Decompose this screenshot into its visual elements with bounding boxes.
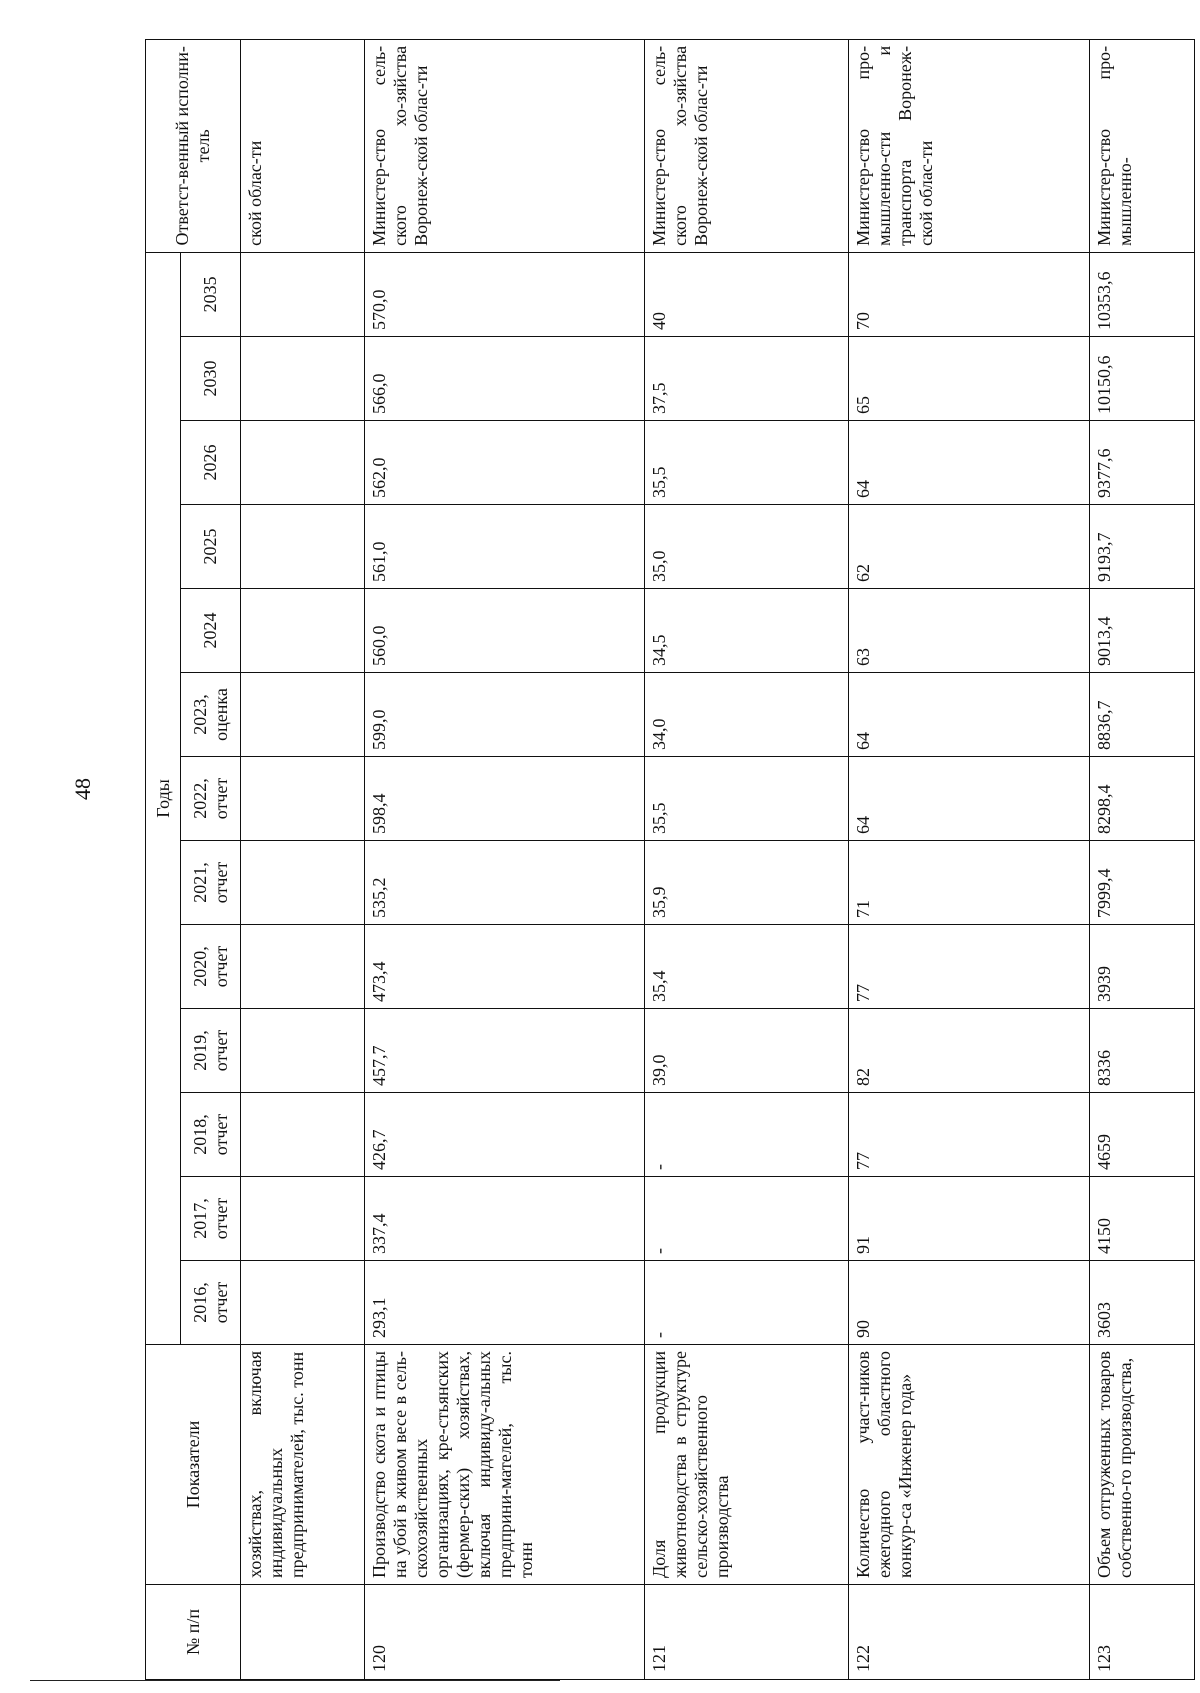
row-value bbox=[241, 421, 365, 505]
row-value: 599,0 bbox=[364, 673, 644, 757]
table-row bbox=[644, 39, 848, 1679]
row-value: 40 bbox=[644, 252, 848, 336]
table-row bbox=[364, 39, 644, 1679]
row-value: 82 bbox=[849, 1009, 1090, 1093]
row-value: 64 bbox=[849, 673, 1090, 757]
row-value: 8836,7 bbox=[1090, 673, 1195, 757]
row-responsible: Министер-ство про-мышленно-сти и транспорта Воронеж-ской облас-ти bbox=[849, 39, 1090, 252]
row-value: 91 bbox=[849, 1177, 1090, 1261]
row-value bbox=[241, 337, 365, 421]
row-value: 77 bbox=[849, 925, 1090, 1009]
row-value: 64 bbox=[849, 757, 1090, 841]
row-value bbox=[241, 1009, 365, 1093]
table-row bbox=[241, 39, 365, 1679]
row-value: 9193,7 bbox=[1090, 505, 1195, 589]
row-value: 457,7 bbox=[364, 1009, 644, 1093]
row-value: 35,5 bbox=[644, 421, 848, 505]
header-year: 2017, отчет bbox=[181, 1177, 241, 1261]
header-year: 2024 bbox=[181, 589, 241, 673]
row-value: 39,0 bbox=[644, 1009, 848, 1093]
table-row bbox=[849, 39, 1090, 1679]
header-year: 2018, отчет bbox=[181, 1093, 241, 1177]
row-value: 562,0 bbox=[364, 421, 644, 505]
row-value: 4150 bbox=[1090, 1177, 1195, 1261]
indicators-table bbox=[145, 39, 1195, 1680]
row-responsible: ской облас-ти bbox=[241, 39, 365, 252]
header-responsible: Ответст-венный исполни-тель bbox=[146, 39, 241, 252]
row-value: 37,5 bbox=[644, 337, 848, 421]
table-row bbox=[1090, 39, 1195, 1679]
row-value: 3939 bbox=[1090, 925, 1195, 1009]
header-year: 2019, отчет bbox=[181, 1009, 241, 1093]
row-responsible: Министер-ство про-мышленно- bbox=[1090, 39, 1195, 252]
header-year: 2025 bbox=[181, 505, 241, 589]
header-years: Годы bbox=[146, 252, 181, 1344]
row-value: 8336 bbox=[1090, 1009, 1195, 1093]
row-value bbox=[241, 925, 365, 1009]
row-value bbox=[241, 1177, 365, 1261]
header-year: 2016, отчет bbox=[181, 1261, 241, 1345]
row-value: 4659 bbox=[1090, 1093, 1195, 1177]
scan-edge-line bbox=[30, 1680, 560, 1681]
row-indicator: Производство скота и птицы на убой в живом весе в сель-скохозяйственных организациях, кре-стьянских (фермер-ских) хозяйствах, включая индивиду-альных предприни-мателей, тыс. тонн bbox=[364, 1345, 644, 1585]
row-value: 293,1 bbox=[364, 1261, 644, 1345]
row-value: 10353,6 bbox=[1090, 252, 1195, 336]
row-value: 561,0 bbox=[364, 505, 644, 589]
row-value: 64 bbox=[849, 421, 1090, 505]
row-num: 123 bbox=[1090, 1585, 1195, 1680]
row-value: 90 bbox=[849, 1261, 1090, 1345]
row-value: - bbox=[644, 1093, 848, 1177]
row-num bbox=[241, 1585, 365, 1680]
row-value: - bbox=[644, 1261, 848, 1345]
row-indicator: хозяйствах, включая индивидуальных предпринимателей, тыс. тонн bbox=[241, 1345, 365, 1585]
row-num: 120 bbox=[364, 1585, 644, 1680]
header-year: 2030 bbox=[181, 337, 241, 421]
row-value: 8298,4 bbox=[1090, 757, 1195, 841]
row-value bbox=[241, 589, 365, 673]
row-value: 63 bbox=[849, 589, 1090, 673]
row-value: 535,2 bbox=[364, 841, 644, 925]
header-num: № п/п bbox=[146, 1585, 241, 1680]
header-year: 2021, отчет bbox=[181, 841, 241, 925]
row-value bbox=[241, 841, 365, 925]
row-responsible: Министер-ство сель-ского хо-зяйства Воронеж-ской облас-ти bbox=[644, 39, 848, 252]
row-value: 35,9 bbox=[644, 841, 848, 925]
row-value: 62 bbox=[849, 505, 1090, 589]
row-indicator: Объем отгруженных товаров собственно-го производства, bbox=[1090, 1345, 1195, 1585]
row-value: 9377,6 bbox=[1090, 421, 1195, 505]
row-value: 70 bbox=[849, 252, 1090, 336]
row-value bbox=[241, 1093, 365, 1177]
row-indicator: Доля продукции животноводства в структуре сельско-хозяйственного производства bbox=[644, 1345, 848, 1585]
row-value: 570,0 bbox=[364, 252, 644, 336]
row-value bbox=[241, 757, 365, 841]
row-value: 10150,6 bbox=[1090, 337, 1195, 421]
header-year: 2023, оценка bbox=[181, 673, 241, 757]
rotated-table-container bbox=[145, 40, 1195, 1680]
row-value: 77 bbox=[849, 1093, 1090, 1177]
row-responsible: Министер-ство сель-ского хо-зяйства Воронеж-ской облас-ти bbox=[364, 39, 644, 252]
row-value: 35,5 bbox=[644, 757, 848, 841]
row-value: 566,0 bbox=[364, 337, 644, 421]
page-number: 48 bbox=[70, 778, 95, 800]
row-value bbox=[241, 1261, 365, 1345]
row-value: 35,0 bbox=[644, 505, 848, 589]
row-value: 426,7 bbox=[364, 1093, 644, 1177]
header-indicator: Показатели bbox=[146, 1345, 241, 1585]
header-year: 2020, отчет bbox=[181, 925, 241, 1009]
row-value: 560,0 bbox=[364, 589, 644, 673]
row-value: 473,4 bbox=[364, 925, 644, 1009]
row-indicator: Количество участ-ников ежегодного областного конкур-са «Инженер года» bbox=[849, 1345, 1090, 1585]
row-value: 34,0 bbox=[644, 673, 848, 757]
header-year: 2026 bbox=[181, 421, 241, 505]
row-num: 121 bbox=[644, 1585, 848, 1680]
row-value: 337,4 bbox=[364, 1177, 644, 1261]
row-num: 122 bbox=[849, 1585, 1090, 1680]
row-value: 65 bbox=[849, 337, 1090, 421]
header-year: 2022, отчет bbox=[181, 757, 241, 841]
row-value: 34,5 bbox=[644, 589, 848, 673]
row-value: 35,4 bbox=[644, 925, 848, 1009]
row-value: 71 bbox=[849, 841, 1090, 925]
row-value: 9013,4 bbox=[1090, 589, 1195, 673]
row-value: 7999,4 bbox=[1090, 841, 1195, 925]
row-value: - bbox=[644, 1177, 848, 1261]
row-value bbox=[241, 505, 365, 589]
header-year: 2035 bbox=[181, 252, 241, 336]
row-value bbox=[241, 252, 365, 336]
row-value bbox=[241, 673, 365, 757]
row-value: 3603 bbox=[1090, 1261, 1195, 1345]
row-value: 598,4 bbox=[364, 757, 644, 841]
